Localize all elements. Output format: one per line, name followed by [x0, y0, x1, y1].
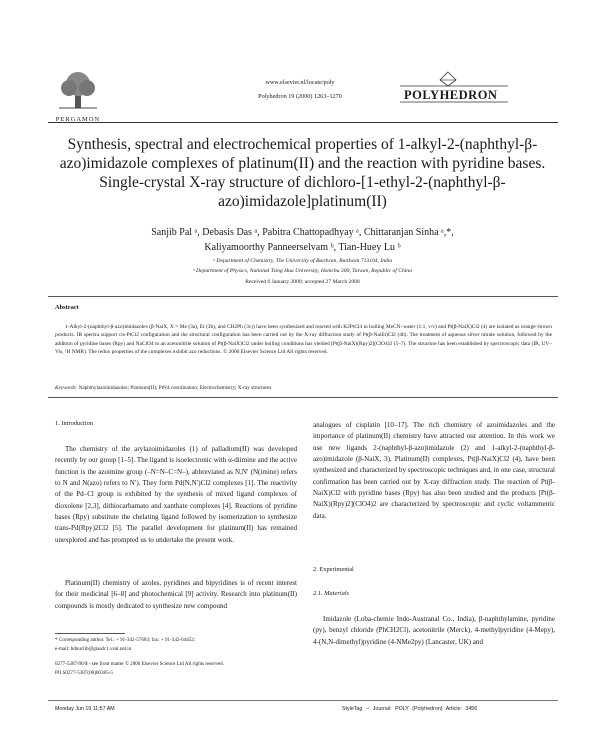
copyright-line-1: 0277-5387/00/$ - see front matter © 2000 Elsevier Science Ltd All rights reserved. [55, 661, 224, 667]
author-list [55, 225, 550, 255]
copyright-block [55, 660, 355, 677]
keywords-list: Naphthylazoimidazoles; Platinum(II); PtN4 coordination; Electrochemistry; X-ray structures [78, 385, 272, 391]
keywords-line [55, 385, 552, 391]
abstract-top-divider [48, 296, 558, 297]
received-dates: Received 6 January 2000; accepted 27 March 2000 [245, 279, 360, 285]
affiliations [60, 256, 545, 276]
article-title: Synthesis, spectral and electrochemical properties of 1-alkyl-2-(naphthyl-β-azo)imidazole complexes of platinum(II) and the reaction with pyridine bases. Single-crystal X-ray structure of dichloro-[1-ethyl-2-(naphthyl-β-azo)imidazole]platinum(II) [59, 136, 546, 210]
header-divider [48, 122, 558, 123]
footnote-line-2: e-mail: bdnuclib@giasdc1.vsnl.net.in [55, 645, 132, 652]
copyright-line-2: PII S0277-5387(00)00385-5 [55, 669, 113, 676]
experimental-heading: 2. Experimental [313, 566, 354, 573]
keywords-label: Keywords: [55, 385, 78, 391]
abstract-bottom-divider [48, 397, 558, 398]
corresponding-author-footnote [55, 636, 297, 653]
materials-subheading: 2.1. Materials [313, 590, 350, 597]
footer-timestamp: Monday Jun 19 11:57 AM [55, 706, 115, 712]
publisher-logo [48, 70, 108, 123]
introduction-heading: 1. Introduction [55, 420, 93, 427]
footnote-line-1: * Corresponding author. Tel.: + 91-342-57683; fax: + 91-342-64452; [55, 637, 196, 643]
right-column-paragraph-1: analogues of cisplatin [10–17]. The rich chemistry of azoimidazoles and the importance of platinum(II) chemistry have attracted our attention. In this work we use new ligands 2-(naphthyl-β-azo)imidazole (2) and 1-alkyl-2-(naphthyl-β-azo)imidazole (β-NaiX, 3). Platinum(II) complexes, Pt(β-NaiX)Cl2 (4), have been synthesized and characterized by spectroscopic techniques and, in one case, structural confirmation has been carried out by X-ray diffraction study. The reaction of Pt(β-NaiX)Cl2 with pyridine bases (Rpy) has also been studied and the products [Pt(β-NaiX)(Rpy)2](ClO4)2 are characterized by spectroscopic and cyclic voltammetric data. [313, 421, 555, 520]
authors-line-2: Kaliyamoorthy Panneerselvam ᵇ, Tian-Huey Lu ᵇ [204, 242, 401, 253]
authors-line-1: Sanjib Pal ᵃ, Debasis Das ᵃ, Pabitra Chattopadhyay ᵃ, Chittaranjan Sinha ᵃ,*, [151, 227, 454, 238]
journal-reference: Polyhedron 19 (2000) 1263–1270 [258, 93, 342, 100]
introduction-paragraph-1: The chemistry of the arylazoimidazoles (1) of palladium(II) was developed recently by our group [1–5]. The ligand is isoelectronic with α-diimine and the active function is the azoimine group (–N=N–C=N–), abbreviated as N,N′ (N(imine) refers to N and N(azo) refers to N′). They form Pd(N,N′)Cl2 complexes [1]. The reactivity of the Pd–Cl group is exhibited by the synthesis of mixed ligand complexes of dioxolene [2,3], dithiocarbamato and xanthate complexes [4]. Reactions of pyridine bases (Rpy) substitute the chelating ligand followed by isomerization to synthesize trans-Pd(Rpy)2Cl2 [5]. The parallel development for platinum(II) has remained unexplored and has prompted us to undertake the present work. [55, 445, 297, 544]
abstract-heading: Abstract [55, 304, 79, 311]
materials-paragraph: Imidazole (Loba-chemie Indo-Austranal Co., India), β-naphthylamine, pyridine (py), benzyl chloride (PhCH2Cl), acetonitrile (Merck), 4-methylpyridine (4-Mepy), 4-(N,N-dimethyl)pyridine (4-NMe2py) (Lancaster, UK) and [313, 615, 555, 646]
tree-emblem-icon [55, 70, 101, 110]
affiliation-b: ᵇ Department of Physics, National Tsing Hua University, Hsinchu 300, Taiwan, Republic of China [193, 268, 412, 274]
introduction-paragraph-2: Platinum(II) chemistry of azoles, pyridines and bipyridines is of recent interest for their medicinal [6–8] and photochemical [9] activity. Research into platinum(II) compounds is mostly dedicated to synthesize new compound [55, 579, 297, 610]
affiliation-a: ᵃ Department of Chemistry, The University of Burdwan, Burdwan 713104, India [212, 258, 393, 264]
footer-divider [48, 700, 558, 701]
abstract-text: 1-Alkyl-2-(naphthyl-β-azo)imidazoles (β-NaiX, X = Me (3a), Et (3b), and CH2Ph (3c)) have been synthesized and reacted with K2PtCl4 in boiling MeCN–water (1:1, v/v) and Pt(β-NaiX)Cl2 (4) are isolated as orange–brown products. IR spectra support cis-PtCl2 configuration and the structural configuration has been carried out by the X-ray diffraction study of Pt(β-NaiEt)Cl2 (4b). The treatment of aqueous silver nitrate solution, followed by the addition of pyridine bases (Rpy) and NaClO4 to an acetonitrile solution of Pt(β-NaiX)Cl2 under boiling conditions has yielded [Pt(β-NaiX)(Rpy)2](ClO4)2 (5–7). The structure has been established by spectroscopic data (IR, UV–Vis, ¹H NMR). The redox properties of the complexes exhibit azo reductions. © 2000 Elsevier Science Ltd All rights reserved. [55, 324, 552, 355]
journal-logo [398, 70, 510, 104]
footnote-divider [55, 633, 125, 634]
footer-styletag: StyleTag -- Journal: POLY (Polyhedron) Article: 3456 [342, 706, 478, 712]
publisher-logo-text: PERGAMON [55, 116, 101, 123]
journal-url: www.elsevier.nl/locate/poly [265, 79, 335, 86]
journal-logo-text: POLYHEDRON [404, 88, 498, 102]
